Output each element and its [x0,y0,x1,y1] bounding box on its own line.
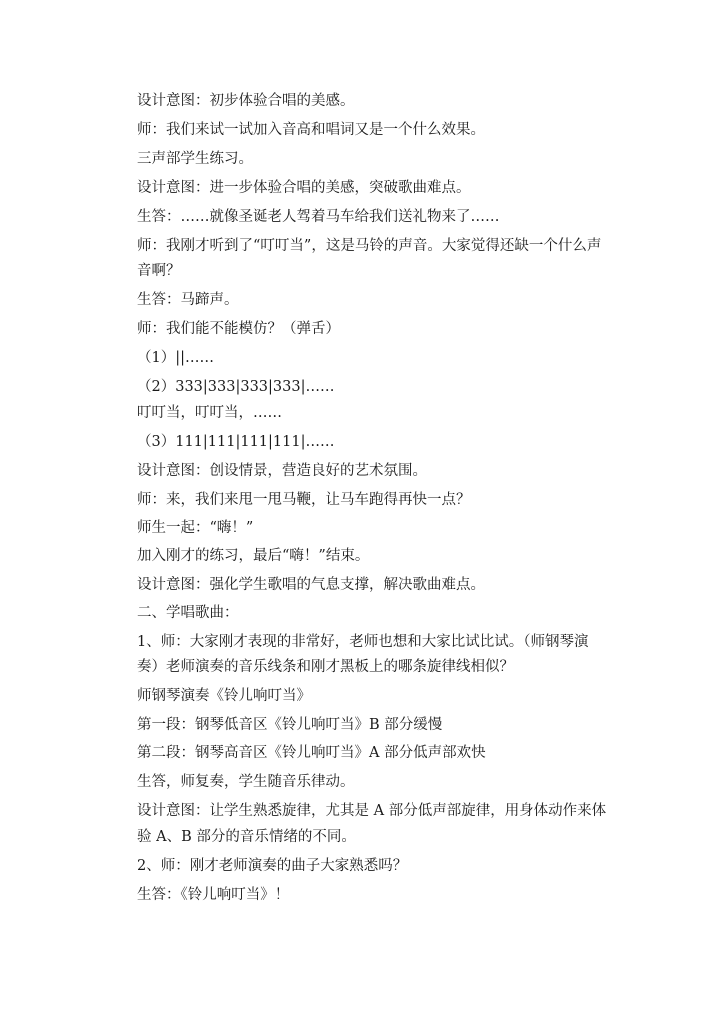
text-line-continued: 验 A、B 部分的音乐情绪的不同。 [137,829,356,845]
text-line: 1、师：大家刚才表现的非常好，老师也想和大家比试比试。（师钢琴演 [137,634,589,650]
text-line: 师：我们来试一试加入音高和唱词又是一个什么效果。 [137,122,485,138]
text-line: 三声部学生练习。 [137,151,253,167]
text-line: 2、师：刚才老师演奏的曲子大家熟悉吗？ [137,858,408,874]
text-line: 第一段：钢琴低音区《铃儿响叮当》B 部分缓慢 [137,717,443,733]
text-line: （3）111|111|111|111|…… [137,434,335,450]
text-line: 师钢琴演奏《铃儿响叮当》 [137,688,311,704]
text-line: 师生一起：“嗨！” [137,520,254,536]
text-line: 设计意图：进一步体验合唱的美感，突破歌曲难点。 [137,180,471,196]
text-line: 生答：……就像圣诞老人驾着马车给我们送礼物来了…… [137,209,500,225]
text-line: 加入刚才的练习，最后“嗨！”结束。 [137,548,370,564]
text-line: 设计意图：初步体验合唱的美感。 [137,93,355,109]
text-line: 师：来，我们来甩一甩马鞭，让马车跑得再快一点？ [137,492,471,508]
text-line: 设计意图：让学生熟悉旋律，尤其是 A 部分低声部旋律，用身体动作来体 [137,803,607,819]
text-line: 师：我刚才听到了“叮叮当”，这是马铃的声音。大家觉得还缺一个什么声 [137,238,602,254]
text-line: 设计意图：创设情景，营造良好的艺术氛围。 [137,463,427,479]
text-line: （1）||…… [137,350,214,366]
text-line: 师：我们能不能模仿？（弹舌） [137,321,340,337]
section-heading: 二、学唱歌曲： [137,605,239,621]
text-line: （2）333|333|333|333|…… [137,379,335,395]
text-line: 叮叮当，叮叮当，…… [137,405,282,421]
text-line: 生答：《铃儿响叮当》！ [137,887,290,903]
text-line: 生答，师复奏，学生随音乐律动。 [137,774,355,790]
text-line: 设计意图：强化学生歌唱的气息支撑，解决歌曲难点。 [137,577,485,593]
text-line: 第二段：钢琴高音区《铃儿响叮当》A 部分低声部欢快 [137,745,486,761]
text-line-continued: 奏）老师演奏的音乐线条和刚才黑板上的哪条旋律线相似？ [137,659,514,675]
text-line-continued: 音啊？ [137,263,181,279]
text-line: 生答：马蹄声。 [137,292,239,308]
